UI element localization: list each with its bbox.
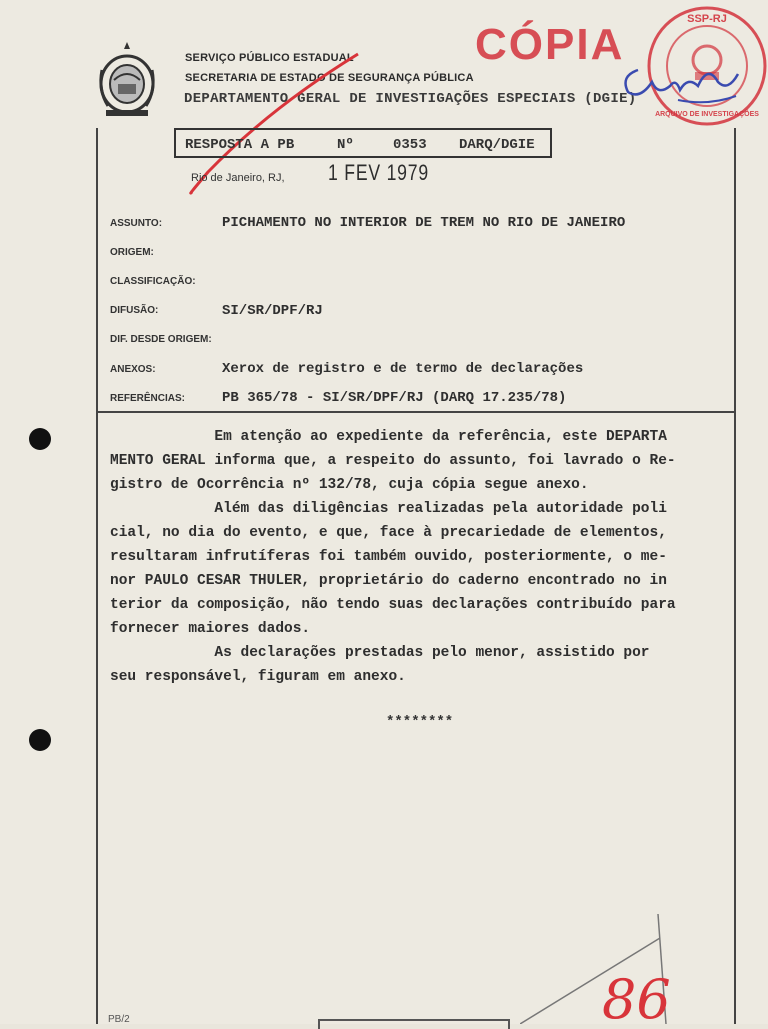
- difusao-label: DIFUSÃO:: [110, 305, 159, 316]
- assunto-label: ASSUNTO:: [110, 218, 163, 229]
- body-line-10: As declarações prestadas pelo menor, assistido por: [110, 645, 650, 661]
- body-line-9: fornecer maiores dados.: [110, 621, 311, 637]
- body-line-6: resultaram infrutíferas foi também ouvido, posteriormente, o me-: [110, 549, 667, 565]
- body-line-11: seu responsável, figuram em anexo.: [110, 669, 406, 685]
- department-title: DEPARTAMENTO GERAL DE INVESTIGAÇÕES ESPECIAIS (DGIE): [184, 91, 637, 107]
- anexos-value: Xerox de registro e de termo de declarações: [222, 361, 584, 377]
- header-line-1: SERVIÇO PÚBLICO ESTADUAL: [185, 52, 354, 64]
- reference-prefix: RESPOSTA A PB: [185, 137, 295, 153]
- referencias-value: PB 365/78 - SI/SR/DPF/RJ (DARQ 17.235/78): [222, 390, 567, 406]
- handwritten-signature: [618, 56, 748, 126]
- body-line-1: Em atenção ao expediente da referência, este DEPARTA: [110, 429, 667, 445]
- state-coat-of-arms-icon: [96, 40, 158, 120]
- body-line-4: Além das diligências realizadas pela autoridade poli: [110, 501, 667, 517]
- body-line-5: cial, no dia do evento, e que, face à precariedade de elementos,: [110, 525, 667, 541]
- footer-box: [318, 1019, 510, 1029]
- body-line-3: gistro de Ocorrência nº 132/78, cuja cópia segue anexo.: [110, 477, 589, 493]
- handwritten-page-number: [520, 910, 680, 1024]
- header-body-divider: [96, 411, 736, 413]
- response-reference-box: [174, 128, 552, 158]
- frame-left-rule: [96, 128, 98, 1024]
- reference-office: DARQ/DGIE: [459, 137, 535, 153]
- dif-desde-origem-label: DIF. DESDE ORIGEM:: [110, 334, 212, 345]
- punch-hole: [29, 729, 51, 751]
- assunto-value: PICHAMENTO NO INTERIOR DE TREM NO RIO DE JANEIRO: [222, 215, 626, 231]
- seal-ring-bottom-text: ARQUIVO DE INVESTIGAÇÕES: [655, 111, 759, 118]
- body-line-7: nor PAULO CESAR THULER, proprietário do caderno encontrado no in: [110, 573, 667, 589]
- seal-ring-top-text: SSP-RJ: [687, 13, 727, 25]
- frame-right-rule: [734, 128, 736, 1024]
- header-line-2: SECRETARIA DE ESTADO DE SEGURANÇA PÚBLICA: [185, 72, 474, 84]
- classificacao-label: CLASSIFICAÇÃO:: [110, 276, 196, 287]
- page-number-text: 86: [602, 968, 671, 1024]
- difusao-value: SI/SR/DPF/RJ: [222, 303, 323, 319]
- punch-hole: [29, 428, 51, 450]
- origem-label: ORIGEM:: [110, 247, 154, 258]
- end-asterisks: ********: [386, 714, 454, 730]
- form-code: PB/2: [108, 1014, 130, 1025]
- referencias-label: REFERÊNCIAS:: [110, 393, 186, 404]
- date-stamp: 1 FEV 1979: [328, 160, 429, 185]
- anexos-label: ANEXOS:: [110, 364, 156, 375]
- reference-number-label: Nº: [337, 137, 354, 153]
- reference-number: 0353: [393, 137, 427, 153]
- body-line-2: MENTO GERAL informa que, a respeito do assunto, foi lavrado o Re-: [110, 453, 676, 469]
- body-line-8: terior da composição, não tendo suas declarações contribuído para: [110, 597, 676, 613]
- copia-stamp: CÓPIA: [475, 20, 625, 69]
- place-line: Rio de Janeiro, RJ,: [191, 172, 285, 184]
